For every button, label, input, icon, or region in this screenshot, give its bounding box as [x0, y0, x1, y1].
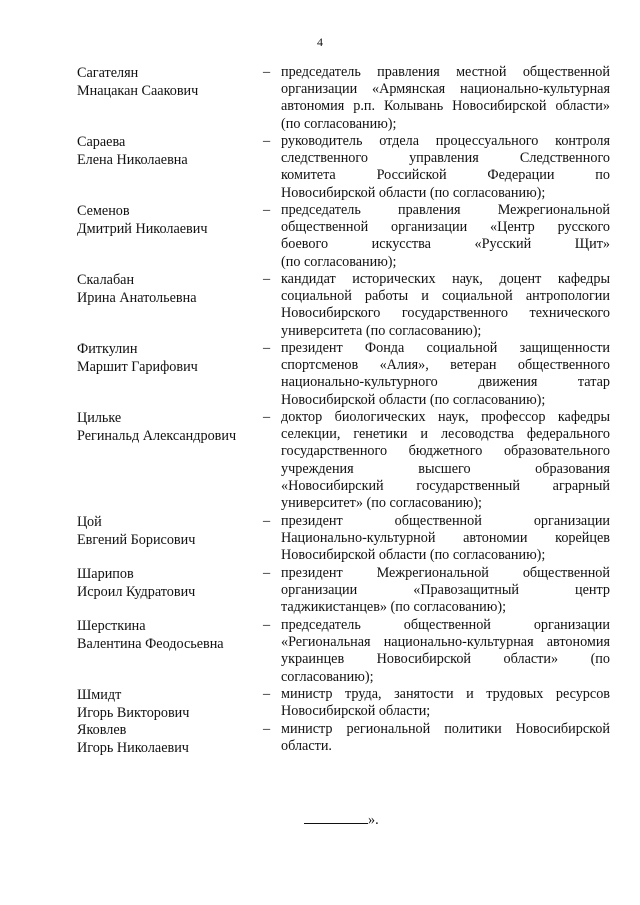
member-name [77, 686, 257, 722]
member-surname: Шарипов [77, 566, 134, 582]
dash-separator: – [263, 513, 271, 529]
member-name [77, 565, 257, 601]
position-line: университета (по согласованию); [281, 322, 482, 339]
position-line: Новосибирского государственного технического [281, 305, 610, 322]
dash-separator: – [263, 64, 271, 80]
position-line: социальной работы и социальной антропологии [281, 288, 610, 305]
member-name [77, 340, 257, 376]
position-line: спортсменов «Алия», ветеран общественного [281, 357, 610, 374]
member-given-names: Елена Николаевна [77, 152, 188, 169]
member-surname: Сараева [77, 134, 126, 150]
member-given-names: Валентина Феодосьевна [77, 636, 224, 653]
member-given-names: Дмитрий Николаевич [77, 221, 208, 238]
member-surname: Шмидт [77, 687, 122, 703]
member-given-names: Ирина Анатольевна [77, 290, 197, 307]
position-line: боевого искусства «Русский Щит» [281, 236, 610, 253]
position-line: доктор биологических наук, профессор кафедры [281, 409, 610, 425]
member-position [281, 340, 610, 409]
dash-separator: – [263, 617, 271, 633]
closing-line [304, 811, 379, 829]
member-name [77, 64, 257, 100]
dash-separator: – [263, 340, 271, 356]
position-line: Новосибирской области (по согласованию); [281, 391, 546, 408]
dash-separator: – [263, 409, 271, 425]
member-name [77, 202, 257, 238]
member-position [281, 565, 610, 617]
position-line: университет» (по согласованию); [281, 495, 482, 512]
position-line: председатель правления Межрегиональной [281, 202, 610, 218]
page-number: 4 [317, 35, 323, 49]
position-line: «Региональная национально-культурная автономия [281, 634, 610, 651]
position-line: президент Межрегиональной общественной [281, 565, 610, 581]
position-line: президент общественной организации [281, 513, 610, 529]
member-given-names: Евгений Борисович [77, 532, 196, 549]
member-position [281, 721, 610, 755]
member-surname: Сагателян [77, 65, 139, 81]
position-line: следственного управления Следственного [281, 150, 610, 167]
member-surname: Цильке [77, 410, 122, 426]
member-surname: Скалабан [77, 272, 135, 288]
position-line: общественной организации «Центр русского [281, 219, 610, 236]
dash-separator: – [263, 721, 271, 737]
member-given-names: Игорь Викторович [77, 705, 190, 722]
dash-separator: – [263, 133, 271, 149]
member-position [281, 686, 610, 720]
position-line: согласованию); [281, 668, 374, 685]
position-line: министр труда, занятости и трудовых ресурсов [281, 686, 610, 702]
position-line: области. [281, 738, 332, 755]
position-line: «Новосибирский государственный аграрный [281, 477, 610, 494]
dash-separator: – [263, 271, 271, 287]
position-line: президент Фонда социальной защищенности [281, 340, 610, 356]
member-given-names: Регинальд Александрович [77, 428, 237, 445]
position-line: комитета Российской Федерации по [281, 167, 610, 184]
position-line: Новосибирской области (по согласованию); [281, 547, 546, 564]
signature-blank [304, 811, 368, 824]
position-line: учреждения высшего образования [281, 460, 610, 477]
member-position [281, 513, 610, 565]
position-line: национально-культурного движения татар [281, 374, 610, 391]
position-line: председатель правления местной общественной [281, 64, 610, 80]
member-name [77, 721, 257, 757]
member-position [281, 202, 610, 271]
member-position [281, 409, 610, 512]
position-line: таджикистанцев» (по согласованию); [281, 599, 507, 616]
position-line: министр региональной политики Новосибирской [281, 721, 610, 737]
member-name [77, 409, 257, 445]
position-line: украинцев Новосибирской области» (по [281, 651, 610, 668]
member-surname: Цой [77, 514, 102, 530]
position-line: организации «Армянская национально-культурная [281, 81, 610, 98]
member-given-names: Мнацакан Саакович [77, 83, 199, 100]
member-name [77, 617, 257, 653]
member-surname: Яковлев [77, 722, 127, 738]
position-line: организации «Правозащитный центр [281, 582, 610, 599]
position-line: (по согласованию); [281, 115, 397, 132]
member-surname: Фиткулин [77, 341, 138, 357]
member-name [77, 271, 257, 307]
position-line: Национально-культурной автономии корейцев [281, 530, 610, 547]
position-line: Новосибирской области (по согласованию); [281, 184, 546, 201]
position-line: автономия р.п. Колывань Новосибирской области» [281, 98, 610, 115]
dash-separator: – [263, 565, 271, 581]
dash-separator: – [263, 202, 271, 218]
member-name [77, 513, 257, 549]
member-surname: Шерсткина [77, 618, 146, 634]
position-line: кандидат исторических наук, доцент кафедры [281, 271, 610, 287]
member-surname: Семенов [77, 203, 130, 219]
member-position [281, 133, 610, 202]
member-given-names: Маршит Гарифович [77, 359, 198, 376]
member-given-names: Игорь Николаевич [77, 740, 189, 757]
position-line: руководитель отдела процессуального контроля [281, 133, 610, 149]
closing-quote: ». [368, 812, 379, 828]
member-name [77, 133, 257, 169]
dash-separator: – [263, 686, 271, 702]
member-position [281, 271, 610, 340]
member-given-names: Исроил Кудратович [77, 584, 196, 601]
member-position [281, 617, 610, 686]
position-line: селекции, генетики и лесоводства федерального [281, 426, 610, 443]
member-position [281, 64, 610, 133]
position-line: (по согласованию); [281, 253, 397, 270]
position-line: Новосибирской области; [281, 703, 431, 720]
position-line: государственного бюджетного образовательного [281, 443, 610, 460]
position-line: председатель общественной организации [281, 617, 610, 633]
